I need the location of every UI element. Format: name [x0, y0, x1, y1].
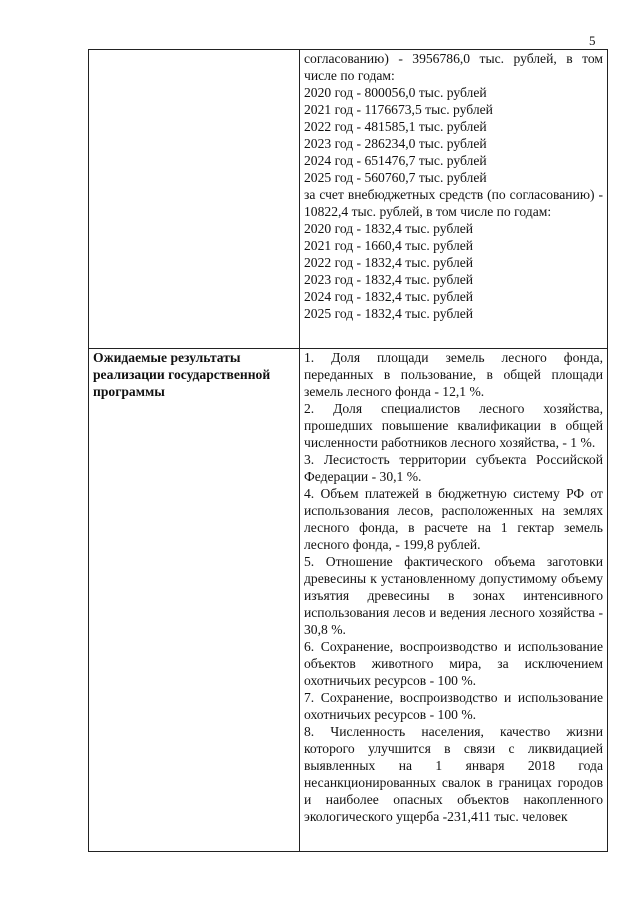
extrabudget-year-line: 2025 год - 1832,4 тыс. рублей — [304, 306, 474, 321]
funding-year-line: 2020 год - 800056,0 тыс. рублей — [304, 85, 487, 100]
extrabudget-intro: за счет внебюджетных средств (по согласованию) - 10822,4 тыс. рублей, в том числе по годам: — [304, 187, 603, 219]
funding-year-line: 2021 год - 1176673,5 тыс. рублей — [304, 102, 493, 117]
result-item: 5. Отношение фактического объема заготовки древесины к установленному допустимому объему изъятия древесины в зонах интенсивного использования лесов и ведения лесного хозяйства - 30,8 %. — [304, 554, 603, 637]
result-item: 2. Доля специалистов лесного хозяйства, прошедших повышение квалификации в общей численности работников лесного хозяйства, - 1 %. — [304, 401, 603, 450]
heading-line: Ожидаемые результаты — [93, 350, 241, 365]
extrabudget-year-line: 2021 год - 1660,4 тыс. рублей — [304, 238, 474, 253]
program-passport-table — [88, 49, 608, 852]
extrabudget-year-line: 2024 год - 1832,4 тыс. рублей — [304, 289, 474, 304]
heading-line: программы — [93, 384, 165, 399]
funding-row-label-cell — [89, 50, 300, 349]
result-item: 8. Численность населения, качество жизни которого улучшится в связи с ликвидацией выявленных на 1 января 2018 года несанкционированных свалок в границах городов и наиболее опасных объектов накопленного экологического ущерба -231,411 тыс. человек — [304, 724, 603, 824]
result-item: 6. Сохранение, воспроизводство и использование объектов животного мира, за исключением охотничьих ресурсов - 100 %. — [304, 639, 603, 688]
funding-year-line: 2022 год - 481585,1 тыс. рублей — [304, 119, 487, 134]
funding-year-line: 2025 год - 560760,7 тыс. рублей — [304, 170, 487, 185]
funding-year-line: 2023 год - 286234,0 тыс. рублей — [304, 136, 487, 151]
page-number: 5 — [589, 33, 596, 48]
expected-results-heading — [89, 349, 300, 852]
result-item: 7. Сохранение, воспроизводство и использование охотничьих ресурсов - 100 %. — [304, 690, 603, 722]
funding-year-line: 2024 год - 651476,7 тыс. рублей — [304, 153, 487, 168]
expected-results-content-cell — [300, 349, 608, 852]
result-item: 4. Объем платежей в бюджетную систему РФ от использования лесов, расположенных на землях лесного фонда, в расчете на 1 гектар земель лесного фонда, - 199,8 рублей. — [304, 486, 603, 552]
heading-line: реализации государственной — [93, 367, 271, 382]
result-item: 3. Лесистость территории субъекта Российской Федерации - 30,1 %. — [304, 452, 603, 484]
funding-intro: согласованию) - 3956786,0 тыс. рублей, в том числе по годам: — [304, 51, 603, 83]
result-item: 1. Доля площади земель лесного фонда, переданных в пользование, в общей площади земель лесного фонда - 12,1 %. — [304, 350, 603, 399]
expected-results-row — [89, 349, 608, 852]
funding-row-content-cell — [300, 50, 608, 349]
extrabudget-year-line: 2020 год - 1832,4 тыс. рублей — [304, 221, 474, 236]
extrabudget-year-line: 2022 год - 1832,4 тыс. рублей — [304, 255, 474, 270]
funding-row — [89, 50, 608, 349]
extrabudget-year-line: 2023 год - 1832,4 тыс. рублей — [304, 272, 474, 287]
